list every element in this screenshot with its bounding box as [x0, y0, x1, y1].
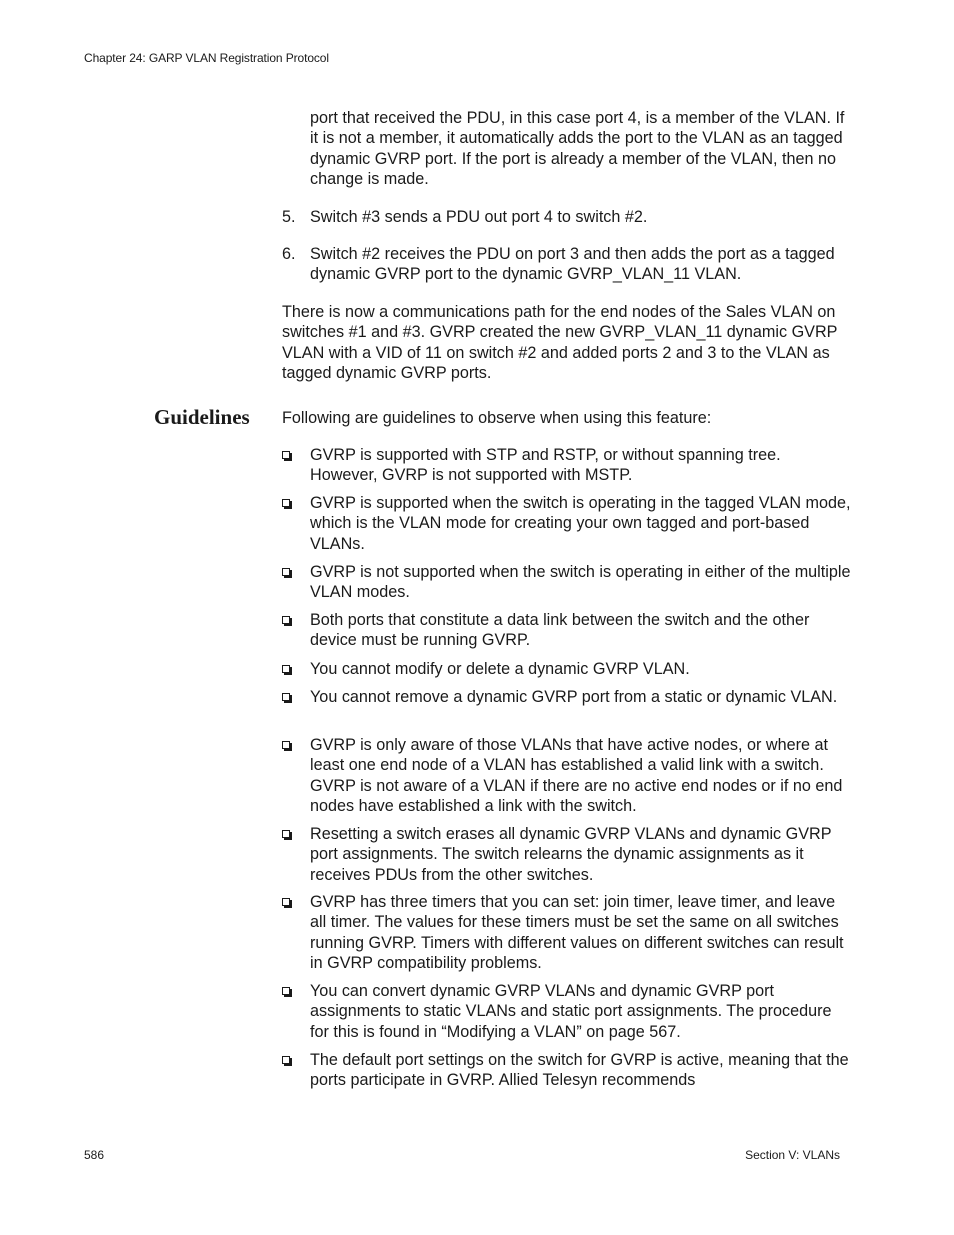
- step-text: Switch #2 receives the PDU on port 3 and then adds the port as a tagged dynamic GVRP port to the dynamic GVRP_VLAN_11 VLAN.: [310, 245, 835, 284]
- guideline-text: You can convert dynamic GVRP VLANs and dynamic GVRP port assignments to static VLANs and static port assignments. The procedure for this is found in “Modifying a VLAN” on page 567.: [310, 982, 832, 1041]
- checkbox-bullet-icon: [282, 741, 290, 749]
- guideline-item: [282, 735, 852, 816]
- checkbox-bullet-icon: [282, 693, 290, 701]
- checkbox-bullet-icon: [282, 568, 290, 576]
- step-6: [282, 244, 852, 285]
- page-number: 586: [84, 1148, 105, 1162]
- summary-paragraph: There is now a communications path for the end nodes of the Sales VLAN on switches #1 and #3. GVRP created the new GVRP_VLAN_11 dynamic GVRP VLAN with a VID of 11 on switch #2 and added ports 2 and 3 to the VLAN as tagged dynamic GVRP ports.: [282, 303, 838, 382]
- guideline-text: Both ports that constitute a data link between the switch and the other device must be running GVRP.: [310, 611, 810, 650]
- step-text: Switch #3 sends a PDU out port 4 to switch #2.: [310, 208, 648, 226]
- checkbox-bullet-icon: [282, 499, 290, 507]
- guideline-item: [282, 981, 852, 1042]
- guideline-text: You cannot remove a dynamic GVRP port from a static or dynamic VLAN.: [310, 688, 838, 706]
- intro-continuation-paragraph: port that received the PDU, in this case port 4, is a member of the VLAN. If it is not a member, it automatically adds the port to the VLAN as an tagged dynamic GVRP port. If the port is already a member of the VLAN, then no change is made.: [310, 109, 845, 188]
- checkbox-bullet-icon: [282, 898, 290, 906]
- guideline-item: [282, 1050, 852, 1091]
- guideline-text: Resetting a switch erases all dynamic GVRP VLANs and dynamic GVRP port assignments. The switch relearns the dynamic assignments as it receives PDUs from the other switches.: [310, 825, 832, 884]
- guidelines-intro: Following are guidelines to observe when using this feature:: [282, 409, 712, 427]
- checkbox-bullet-icon: [282, 830, 290, 838]
- guideline-text: GVRP is only aware of those VLANs that have active nodes, or where at least one end node of a VLAN has established a valid link with a switch. GVRP is not aware of a VLAN if there are no active end nodes or if no end nodes have established a link with the switch.: [310, 736, 843, 815]
- checkbox-bullet-icon: [282, 665, 290, 673]
- checkbox-bullet-icon: [282, 616, 290, 624]
- step-number: 6.: [282, 245, 296, 263]
- guideline-text: GVRP is supported with STP and RSTP, or without spanning tree. However, GVRP is not supported with MSTP.: [310, 446, 781, 485]
- checkbox-bullet-icon: [282, 451, 290, 459]
- step-number: 5.: [282, 208, 296, 226]
- guidelines-heading: Guidelines: [154, 405, 250, 429]
- guideline-text: GVRP has three timers that you can set: join timer, leave timer, and leave all timer. The values for these timers must be set the same on all switches running GVRP. Timers with different values on different switches can result in GVRP compatibility problems.: [310, 893, 844, 972]
- guideline-item: [282, 493, 852, 554]
- running-footer-section: Section V: VLANs: [745, 1148, 840, 1162]
- guideline-text: The default port settings on the switch for GVRP is active, meaning that the ports participate in GVRP. Allied Telesyn recommends: [310, 1051, 849, 1090]
- guideline-item: [282, 824, 852, 885]
- guideline-item: [282, 610, 852, 651]
- guideline-item: [282, 687, 852, 707]
- guideline-text: You cannot modify or delete a dynamic GVRP VLAN.: [310, 660, 690, 678]
- step-5: [282, 207, 852, 227]
- checkbox-bullet-icon: [282, 1056, 290, 1064]
- running-header: Chapter 24: GARP VLAN Registration Protocol: [84, 51, 329, 65]
- guideline-item: [282, 445, 852, 486]
- guideline-item: [282, 659, 852, 679]
- guideline-item: [282, 562, 852, 603]
- guideline-item: [282, 892, 852, 973]
- guideline-text: GVRP is not supported when the switch is operating in either of the multiple VLAN modes.: [310, 563, 851, 602]
- checkbox-bullet-icon: [282, 987, 290, 995]
- guideline-text: GVRP is supported when the switch is operating in the tagged VLAN mode, which is the VLAN mode for creating your own tagged and port-based VLANs.: [310, 494, 851, 553]
